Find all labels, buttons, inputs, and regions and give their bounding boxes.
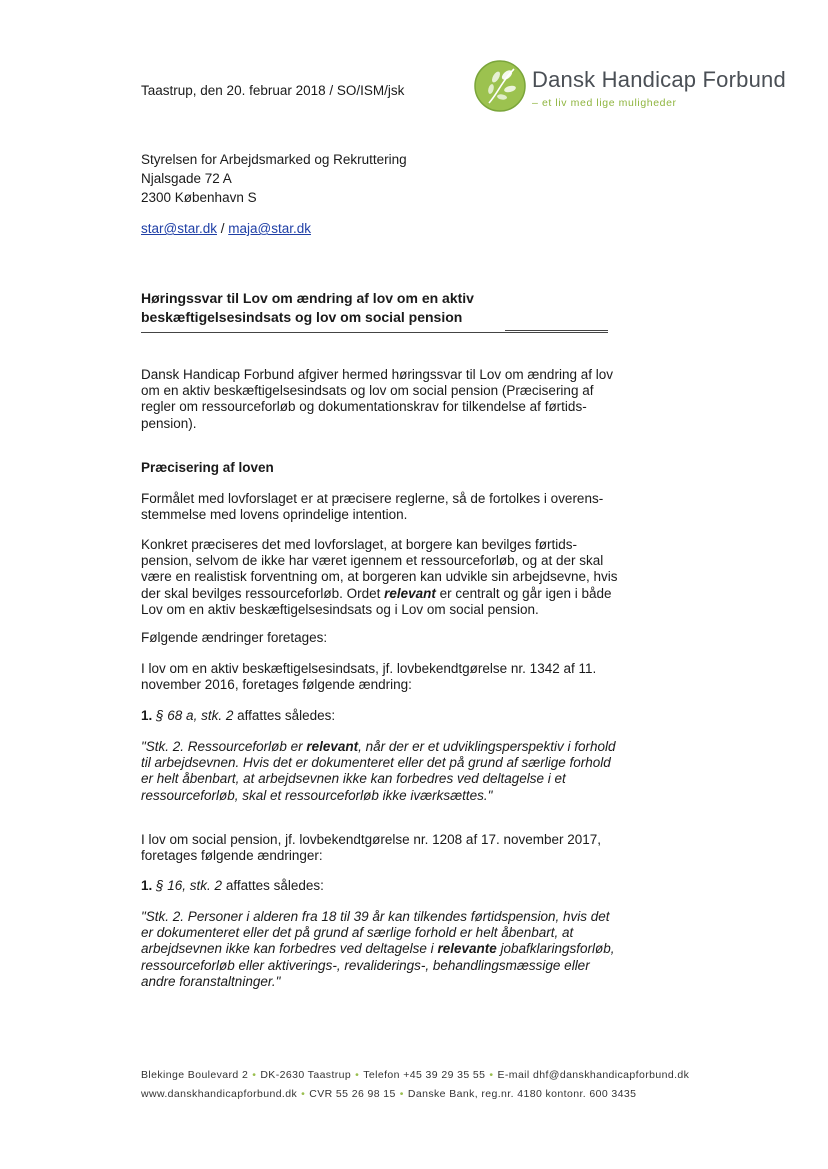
recipient-address: [141, 150, 407, 207]
amendment-number: 1.: [141, 878, 153, 893]
email-link-maja[interactable]: maja@star.dk: [228, 221, 311, 236]
quote-section-68a: [141, 739, 621, 804]
quote-section-16: [141, 909, 621, 990]
footer-email[interactable]: E-mail dhf@danskhandicapforbund.dk: [497, 1069, 690, 1081]
quote-part-2: , når der er et udviklingsperspektiv i forhold til arbejdsevnen. Hvis det er dokumenteret eller det på grund af særlige forhold er helt åbenbart, at arbejdsevnen ikke kan forbedres ved deltagelse i et ressourceforløb, skal et ressourceforløb ikke iværksættes.": [141, 739, 616, 803]
section-heading: Præcisering af loven: [141, 460, 274, 475]
recipient-line-3: 2300 København S: [141, 190, 257, 205]
logo-name: Dansk Handicap Forbund: [532, 67, 786, 92]
footer-bank: Danske Bank, reg.nr. 4180 kontonr. 600 3435: [407, 1088, 637, 1100]
footer-separator: •: [399, 1088, 404, 1100]
footer-separator: •: [489, 1069, 494, 1081]
quote-emphasis: relevante: [437, 941, 497, 957]
paragraph-specifics-part-2: er centralt og går igen i både Lov om en aktiv beskæftigelsesindsats og i Lov om social pension.: [141, 585, 612, 617]
footer-line-2: [141, 1088, 636, 1100]
quote-emphasis: relevant: [306, 739, 359, 754]
amendment-item-1: [141, 708, 621, 724]
date-line: Taastrup, den 20. februar 2018 / SO/ISM/jsk: [141, 83, 405, 98]
amendment-text: affattes således:: [233, 708, 336, 723]
footer-separator: •: [252, 1069, 257, 1081]
amendment-text: affattes således:: [222, 878, 324, 893]
intro-paragraph: Dansk Handicap Forbund afgiver hermed høringssvar til Lov om ændring af lov om en aktiv beskæftigelsesindsats og lov om social pension (Præcisering af regler om ressourceforløb og dokumentationskrav for tilkendelse af førtids-pension).: [141, 367, 613, 431]
amendment-number: 1.: [141, 708, 153, 723]
footer-phone: Telefon +45 39 29 35 55: [363, 1069, 486, 1081]
amendment-reference: § 68 a, stk. 2: [156, 708, 234, 723]
leaf-logo-icon: [474, 55, 526, 115]
paragraph-act-2: I lov om social pension, jf. lovbekendtgørelse nr. 1208 af 17. november 2017, foretages følgende ændringer:: [141, 832, 602, 864]
footer-separator: •: [301, 1088, 306, 1100]
subject-heading: [141, 289, 621, 327]
paragraph-changes-intro: Følgende ændringer foretages:: [141, 630, 328, 645]
subject-divider-accent: [505, 330, 608, 331]
amendment-item-2: [141, 878, 621, 894]
amendment-reference: § 16, stk. 2: [156, 878, 223, 893]
footer-postal: DK-2630 Taastrup: [260, 1069, 352, 1081]
email-separator: /: [216, 221, 229, 236]
footer-separator: •: [355, 1069, 360, 1081]
email-link-star[interactable]: star@star.dk: [141, 221, 217, 236]
organization-logo: [474, 55, 786, 119]
quote-part-1: "Stk. 2. Personer i alderen fra 18 til 39 år kan tilkendes førtidspension, hvis det er dokumenteret eller det på grund af særlige forhold er helt åbenbart, at arbejdsevnen ikke kan forbedres ved deltagelse i: [141, 909, 610, 957]
subject-divider: [141, 332, 608, 333]
recipient-emails: [141, 221, 311, 236]
logo-tagline: – et liv med lige muligheder: [532, 97, 677, 109]
paragraph-purpose: Formålet med lovforslaget er at præcisere reglerne, så de fortolkes i overens-stemmelse med lovens oprindelige intention.: [141, 491, 604, 523]
recipient-line-1: Styrelsen for Arbejdsmarked og Rekruttering: [141, 152, 407, 167]
subject-line-2: beskæftigelsesindsats og lov om social pension: [141, 309, 463, 325]
footer-line-1: [141, 1069, 689, 1081]
paragraph-specifics-part-1: Konkret præciseres det med lovforslaget, at borgere kan bevilges førtids-pension, selvom de ikke har været igennem et ressourceforløb, og at der skal være en realistisk forventning om, at borgeren kan udvikle sin arbejdsevne, hvis der skal bevilges ressourceforløb. Ordet: [141, 537, 618, 601]
emphasis-relevant: relevant: [384, 585, 436, 601]
footer-address: Blekinge Boulevard 2: [141, 1069, 249, 1081]
quote-part-1: "Stk. 2. Ressourceforløb er: [141, 739, 307, 754]
subject-line-1: Høringssvar til Lov om ændring af lov om en aktiv: [141, 290, 474, 306]
footer-website[interactable]: www.danskhandicapforbund.dk: [141, 1088, 298, 1100]
paragraph-act-1: I lov om en aktiv beskæftigelsesindsats, jf. lovbekendtgørelse nr. 1342 af 11. november 2016, foretages følgende ændring:: [141, 661, 597, 693]
footer-cvr: CVR 55 26 98 15: [309, 1088, 396, 1100]
quote-part-2: jobafklaringsforløb, ressourceforløb eller aktiverings-, revaliderings-, behandlingsmæssige eller andre foranstaltninger.": [141, 941, 615, 989]
paragraph-specifics: [141, 537, 621, 618]
recipient-line-2: Njalsgade 72 A: [141, 171, 232, 186]
